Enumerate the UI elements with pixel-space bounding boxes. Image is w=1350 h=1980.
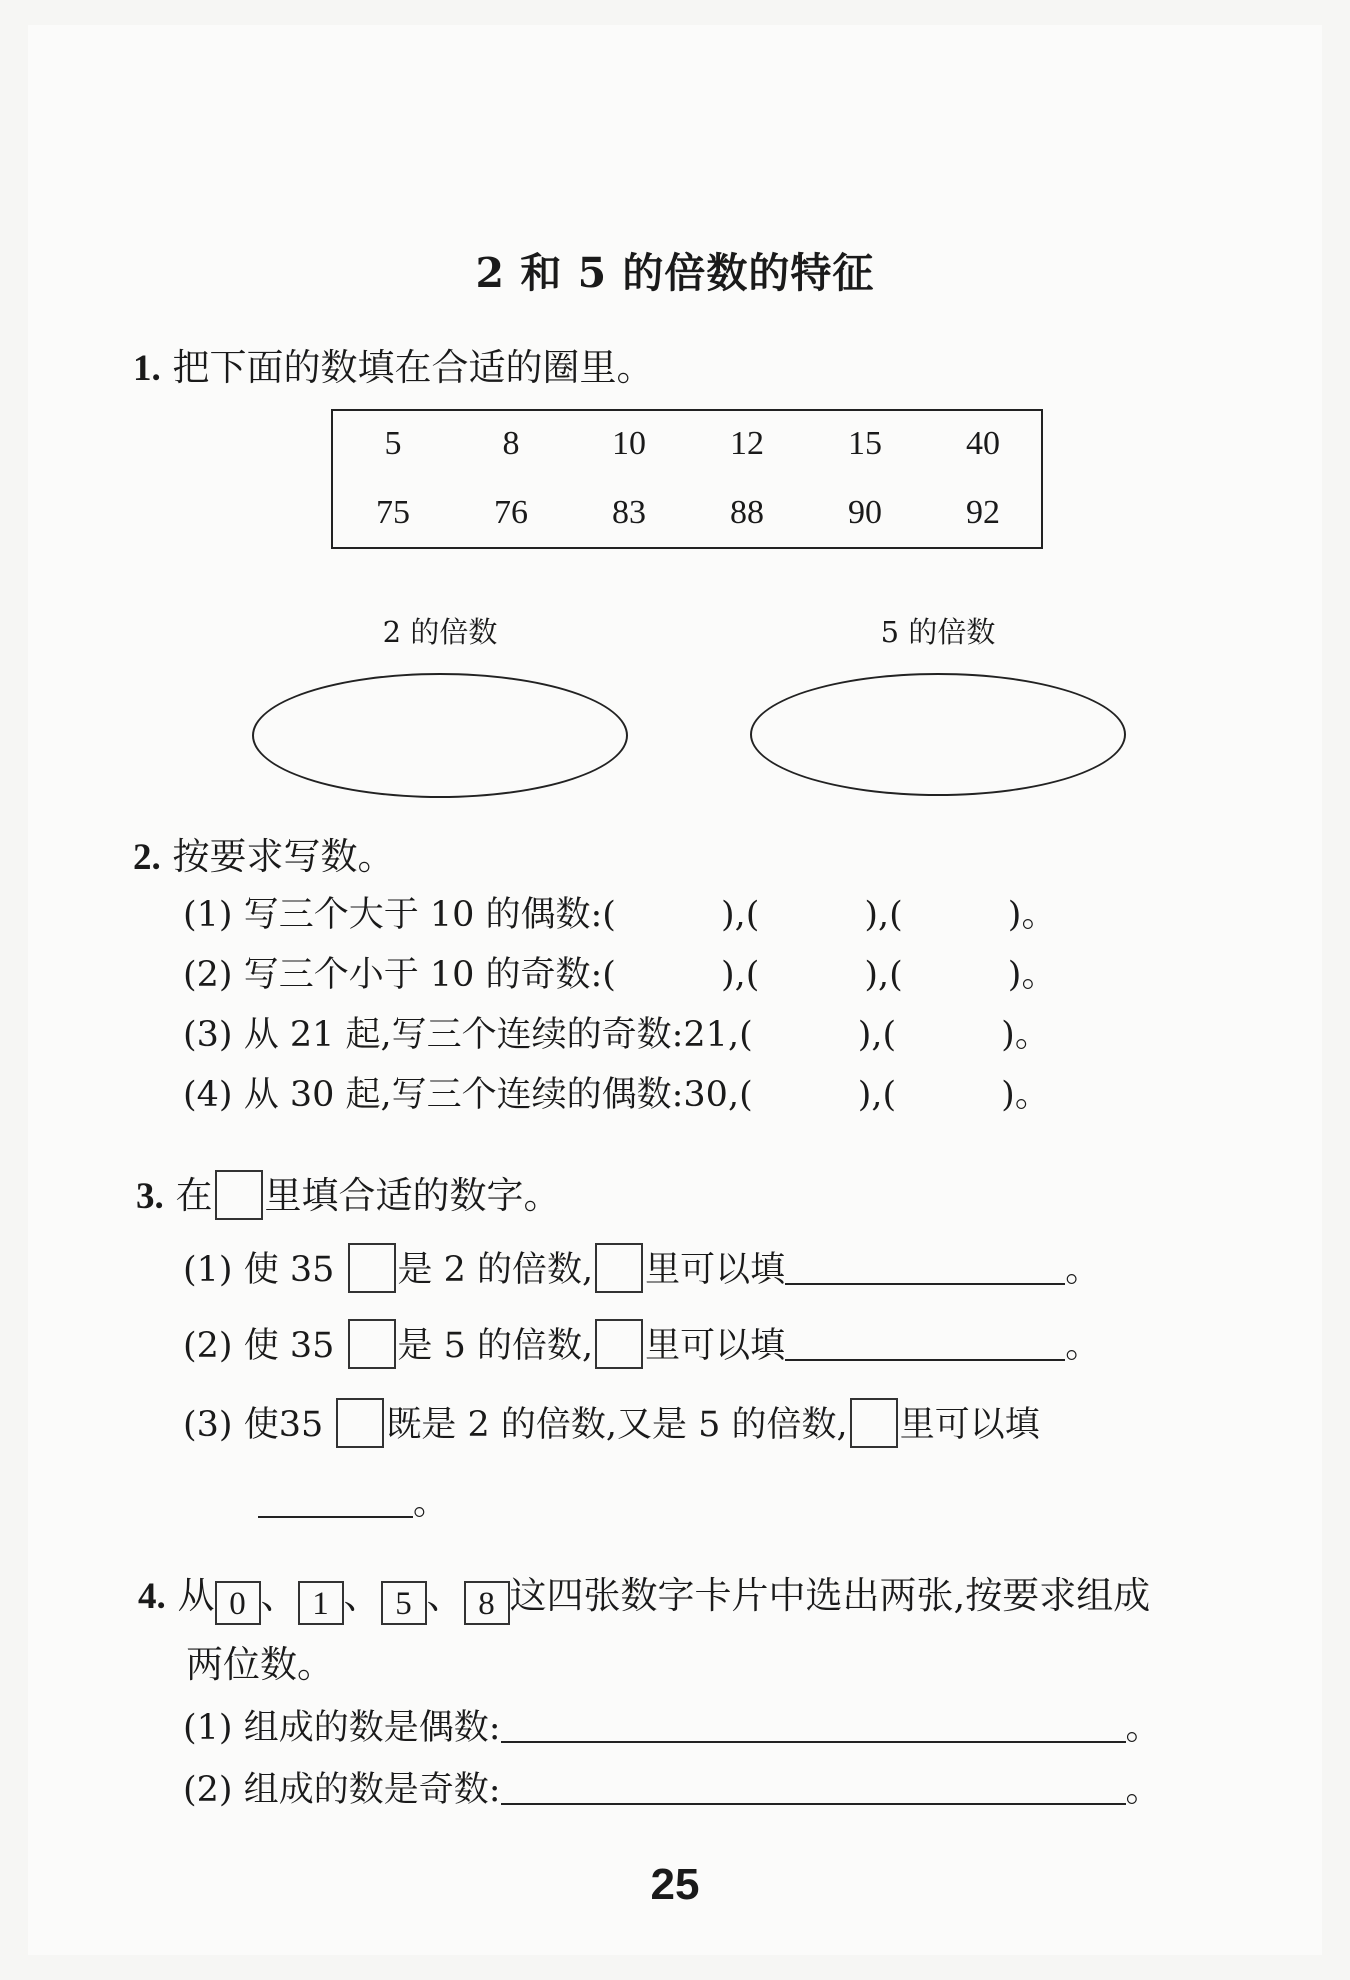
answer-blank[interactable] [258,1486,413,1518]
circle-label-multiples-of-2: 2 的倍数 [382,615,498,649]
number-cell: 40 [966,425,1000,462]
item-label: (1) 组成的数是偶数: [183,1708,501,1748]
period: 。 [1125,1708,1161,1748]
number-cell: 90 [848,494,882,531]
item-condition: 是 2 的倍数, [397,1250,594,1290]
question-3 [136,1165,561,1220]
number-cell: 88 [730,494,764,531]
question-2-item-4[interactable]: (4) 从 30 起,写三个连续的偶数:30,( ),( )。 [183,1075,1050,1115]
number-cell: 92 [966,494,1000,531]
item-prefix: (1) 使 35 [183,1250,335,1290]
answer-blank[interactable] [785,1329,1065,1361]
digit-card-1: 1 [298,1581,344,1625]
number-cell: 15 [848,425,882,462]
item-condition: 是 5 的倍数, [397,1326,594,1366]
question-1-number: 1. [133,348,161,389]
item-suffix: 里可以填 [645,1326,786,1366]
answer-box[interactable] [348,1243,396,1293]
item-suffix: 里可以填 [899,1405,1040,1445]
number-cell: 10 [612,425,646,462]
question-3-item-1 [183,1242,1100,1293]
question-2-text: 按要求写数。 [172,835,395,878]
question-3-number: 3. [136,1176,164,1217]
answer-box[interactable] [850,1398,898,1448]
question-3-item-3-answer [258,1475,448,1525]
question-2 [133,826,395,880]
period: 。 [1065,1326,1101,1366]
question-4-text-line2: 两位数。 [186,1643,334,1686]
item-prefix: (2) 使 35 [183,1326,335,1366]
question-3-text-after: 里填合适的数字。 [264,1174,561,1217]
period: 。 [413,1483,449,1523]
question-4-text: 这四张数字卡片中选出两张,按要求组成 [509,1574,1151,1617]
answer-box[interactable] [595,1319,643,1369]
answer-box[interactable] [595,1243,643,1293]
answer-box[interactable] [336,1398,384,1448]
answer-blank[interactable] [501,1773,1126,1805]
number-cell: 5 [384,425,402,462]
circle-label-multiples-of-5: 5 的倍数 [880,615,996,649]
item-condition: 既是 2 的倍数,又是 5 的倍数, [386,1405,848,1445]
item-suffix: 里可以填 [645,1250,786,1290]
question-4-text-from: 从 [177,1574,215,1617]
period: 。 [1065,1250,1101,1290]
item-prefix: (3) 使35 [183,1405,324,1445]
question-1 [133,337,654,391]
item-label: (2) 组成的数是奇数: [183,1770,501,1810]
answer-circle-multiples-of-5[interactable] [750,673,1126,796]
answer-blank[interactable] [501,1711,1126,1743]
separator: 、 [426,1574,464,1617]
number-table [331,409,1043,549]
separator: 、 [260,1574,298,1617]
answer-circle-multiples-of-2[interactable] [252,673,628,798]
question-4-number: 4. [138,1576,166,1617]
number-cell: 76 [494,494,528,531]
question-1-text: 把下面的数填在合适的圈里。 [172,346,654,389]
answer-blank[interactable] [785,1253,1065,1285]
question-3-item-3 [183,1397,1040,1448]
number-cell: 8 [502,425,520,462]
digit-card-0: 0 [215,1581,261,1625]
answer-box-sample [215,1170,263,1220]
question-2-number: 2. [133,837,161,878]
question-4 [138,1565,1150,1625]
question-4-item-1 [183,1700,1161,1750]
question-2-item-3[interactable]: (3) 从 21 起,写三个连续的奇数:21,( ),( )。 [183,1015,1050,1055]
digit-card-8: 8 [464,1581,510,1625]
question-2-item-1[interactable]: (1) 写三个大于 10 的偶数:( ),( ),( )。 [183,895,1057,935]
question-4-item-2 [183,1762,1161,1812]
digit-card-5: 5 [381,1581,427,1625]
page-title: 2 和 5 的倍数的特征 [475,249,875,297]
question-2-item-2[interactable]: (2) 写三个小于 10 的奇数:( ),( ),( )。 [183,955,1057,995]
period: 。 [1125,1770,1161,1810]
page-number: 25 [650,1860,700,1909]
question-3-text-before: 在 [175,1174,213,1217]
separator: 、 [343,1574,381,1617]
number-cell: 75 [376,494,410,531]
answer-box[interactable] [348,1319,396,1369]
number-cell: 12 [730,425,764,462]
number-cell: 83 [612,494,646,531]
question-3-item-2 [183,1318,1100,1369]
